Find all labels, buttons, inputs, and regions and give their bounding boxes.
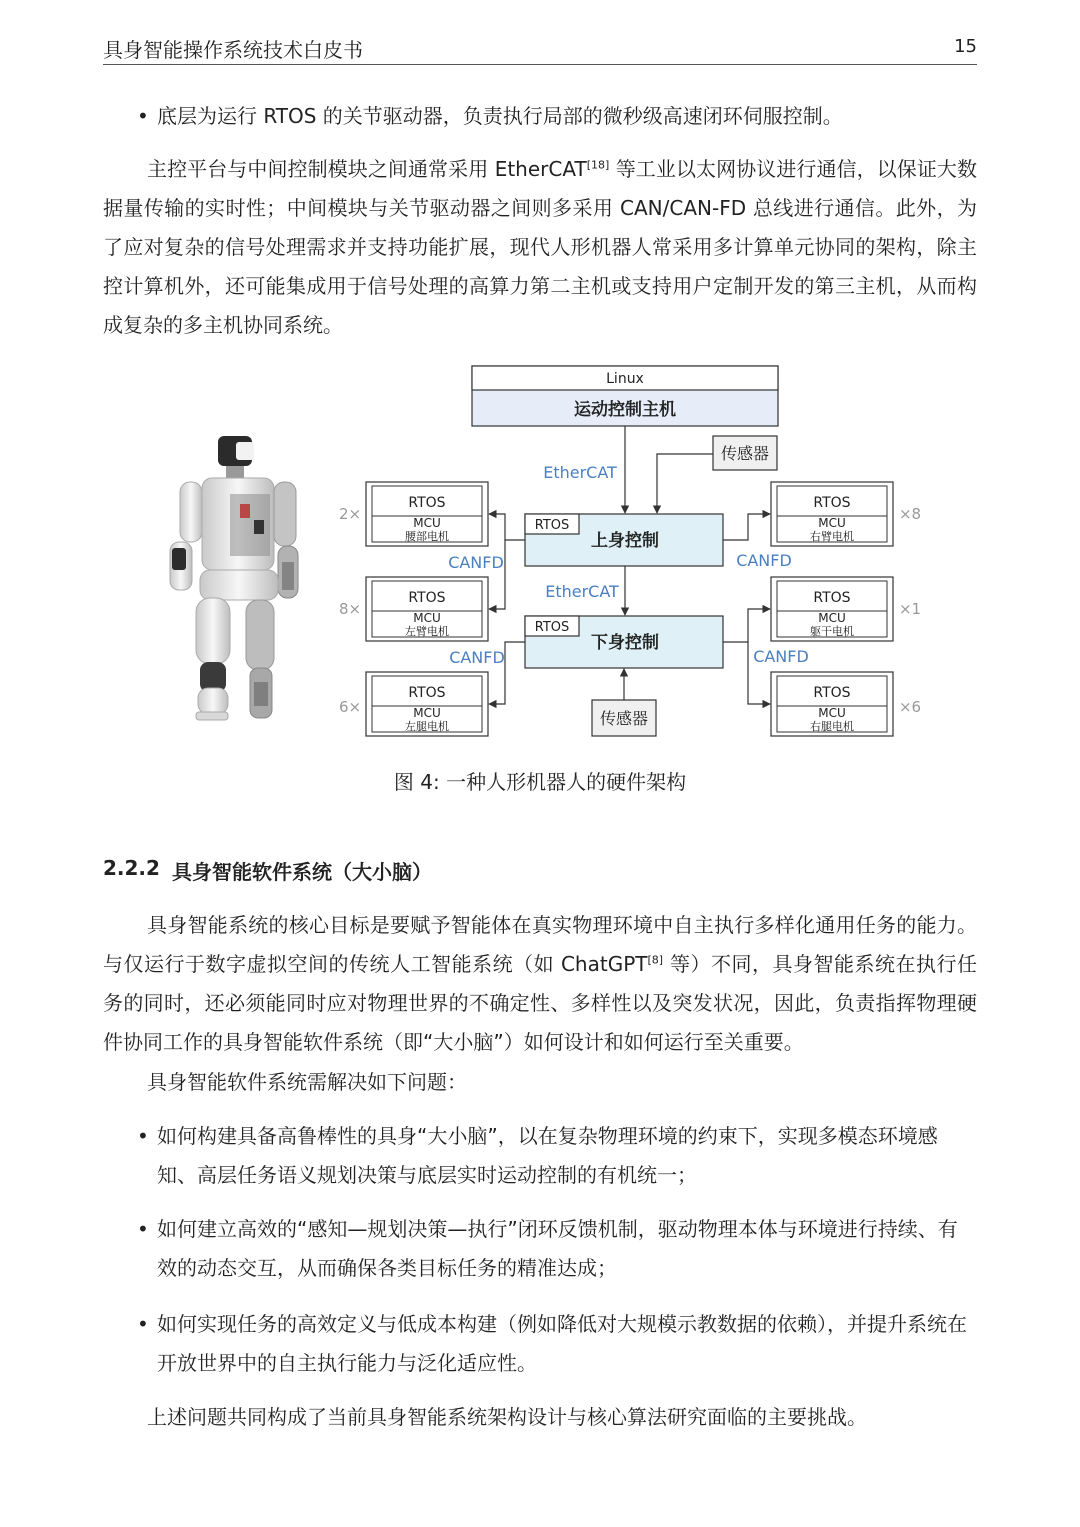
motor-mcu-label: MCU <box>413 611 441 625</box>
canfd-label-upper-right: CANFD <box>736 551 792 570</box>
left-arm-motor-count: 8× <box>338 600 362 618</box>
paragraph-problems-intro: 具身智能软件系统需解决如下问题： <box>147 1070 467 1094</box>
motor-module-right-leg <box>771 672 921 736</box>
bullet-dot: • <box>137 1124 149 1148</box>
paragraph-conclusion: 上述问题共同构成了当前具身智能系统架构设计与核心算法研究面临的主要挑战。 <box>147 1405 867 1429</box>
host-os-label: Linux <box>606 371 644 387</box>
torso-motor-label: 躯干电机 <box>810 625 854 638</box>
motor-rtos-label: RTOS <box>408 590 446 606</box>
humanoid-robot-image <box>170 436 298 720</box>
torso-motor-count: ×1 <box>898 600 922 618</box>
citation-18[interactable]: [18] <box>586 158 610 172</box>
page-number: 15 <box>954 36 977 57</box>
problem-bullet-1: 如何构建具备高鲁棒性的具身“大小脑”，以在复杂物理环境的约束下，实现多模态环境感知、高层任务语义规划决策与底层实时运动控制的有机统一； <box>157 1124 938 1187</box>
waist-motor-label: 腰部电机 <box>405 530 449 543</box>
para1-text-a: 主控平台与中间控制模块之间通常采用 EtherCAT <box>147 157 587 181</box>
bullet-dot: • <box>137 1312 149 1336</box>
motor-mcu-label: MCU <box>818 516 846 530</box>
left-leg-motor-label: 左腿电机 <box>405 720 449 733</box>
motor-module-left-leg <box>339 672 488 736</box>
right-arm-motor-count: ×8 <box>898 505 922 523</box>
lower-control-label: 下身控制 <box>591 633 659 653</box>
motor-mcu-label: MCU <box>818 611 846 625</box>
problem-bullet-2: 如何建立高效的“感知—规划决策—执行”闭环反馈机制，驱动物理本体与环境进行持续、有效的动态交互，从而确保各类目标任务的精准达成； <box>157 1217 958 1280</box>
right-leg-motor-count: ×6 <box>898 698 922 716</box>
motor-rtos-label: RTOS <box>408 495 446 511</box>
paragraph-software-goal <box>103 906 977 1062</box>
motor-module-torso <box>771 577 921 641</box>
ethercat-label-mid: EtherCAT <box>545 582 619 601</box>
para2-text-b: 等）不同，具身智能系统在执行任务的同时，还必须能同时应对物理世界的不确定性、多样性以及突发状况，因此，负责指挥物理硬件协同工作的具身智能软件系统（即“大小脑”）如何设计和如何运行至关重要。 <box>103 952 978 1054</box>
sensor-label: 传感器 <box>599 709 649 728</box>
left-leg-motor-count: 6× <box>338 698 362 716</box>
motor-mcu-label: MCU <box>818 706 846 720</box>
hardware-architecture-figure <box>160 362 940 752</box>
upper-control-tag: RTOS <box>534 518 570 533</box>
upper-body-control <box>525 514 723 566</box>
canfd-label-lower-left: CANFD <box>449 648 505 667</box>
ethercat-label-top: EtherCAT <box>543 463 617 482</box>
para2-text-a: 具身智能系统的核心目标是要赋予智能体在真实物理环境中自主执行多样化通用任务的能力。与仅运行于数字虚拟空间的传统人工智能系统（如 ChatGPT <box>103 913 977 976</box>
motor-module-left-arm <box>339 577 488 641</box>
lower-control-tag: RTOS <box>534 620 570 635</box>
bullet-dot: • <box>137 1217 149 1241</box>
motor-rtos-label: RTOS <box>813 495 851 511</box>
sensor-label: 传感器 <box>720 444 770 463</box>
motor-rtos-label: RTOS <box>408 685 446 701</box>
section-title: 具身智能软件系统（大小脑） <box>172 860 432 884</box>
header-rule <box>103 64 977 65</box>
document-title: 具身智能操作系统技术白皮书 <box>103 38 363 62</box>
lower-body-control <box>525 616 723 668</box>
top-bullet-text: 底层为运行 RTOS 的关节驱动器，负责执行局部的微秒级高速闭环伺服控制。 <box>157 104 843 128</box>
motor-rtos-label: RTOS <box>813 685 851 701</box>
host-name-label: 运动控制主机 <box>574 400 676 420</box>
bullet-dot: • <box>137 104 149 128</box>
section-number: 2.2.2 <box>103 856 160 880</box>
canfd-label-lower-right: CANFD <box>753 647 809 666</box>
problem-bullet-3: 如何实现任务的高效定义与低成本构建（例如降低对大规模示教数据的依赖），并提升系统在开放世界中的自主执行能力与泛化适应性。 <box>157 1312 967 1375</box>
citation-8[interactable]: [8] <box>647 953 664 967</box>
upper-control-label: 上身控制 <box>591 531 659 551</box>
motor-rtos-label: RTOS <box>813 590 851 606</box>
para1-text-b: 等工业以太网协议进行通信，以保证大数据量传输的实时性；中间模块与关节驱动器之间则多采用 CAN/CAN-FD 总线进行通信。此外，为了应对复杂的信号处理需求并支持功能扩展，现代人形机器人常采用多计算单元协同的架构，除主控计算机外，还可能集成用于信号处理的高算力第二主机或支持用户定制开发的第三主机，从而构成复杂的多主机协同系统。 <box>103 157 977 337</box>
lower-sensor-box <box>592 700 656 736</box>
waist-motor-count: 2× <box>338 505 362 523</box>
left-arm-motor-label: 左臂电机 <box>405 625 449 638</box>
paragraph-ethercat <box>103 150 977 345</box>
motion-control-host <box>472 366 778 426</box>
right-arm-motor-label: 右臂电机 <box>810 530 854 543</box>
motor-module-right-arm <box>771 482 921 546</box>
motor-module-waist <box>339 482 488 546</box>
motor-mcu-label: MCU <box>413 706 441 720</box>
figure-caption: 图 4: 一种人形机器人的硬件架构 <box>393 770 687 794</box>
right-leg-motor-label: 右腿电机 <box>810 720 854 733</box>
upper-sensor-box <box>713 436 777 470</box>
canfd-label-upper-left: CANFD <box>448 553 504 572</box>
motor-mcu-label: MCU <box>413 516 441 530</box>
